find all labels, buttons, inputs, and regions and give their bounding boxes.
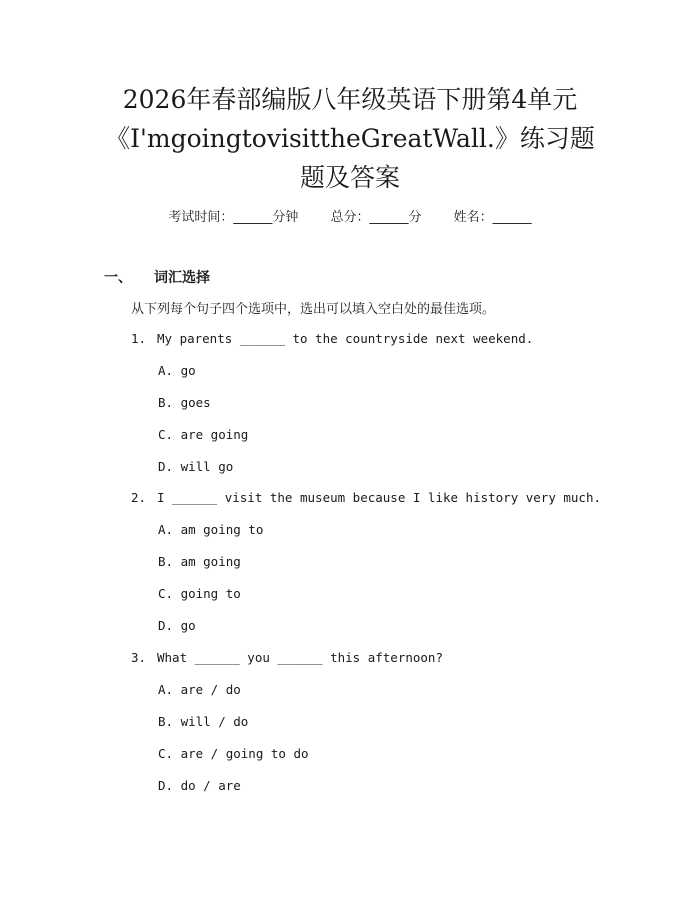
question-2 — [131, 490, 601, 505]
option-d: D. go — [158, 618, 196, 633]
section-heading — [104, 267, 210, 287]
option-b: B. am going — [158, 554, 241, 569]
title-line-1: 2026年春部编版八年级英语下册第4单元 — [122, 85, 578, 114]
section-number: 一、 — [104, 270, 132, 286]
option-c: C. going to — [158, 586, 241, 601]
student-name: 姓名：______ — [453, 210, 532, 225]
exam-info — [0, 206, 700, 225]
exam-time: 考试时间：______分钟 — [168, 210, 299, 225]
option-a: A. go — [158, 363, 196, 378]
question-text: My parents ______ to the countryside next weekend. — [157, 331, 534, 346]
question-text: I ______ visit the museum because I like history very much. — [157, 490, 602, 505]
option-b: B. goes — [158, 395, 211, 410]
option-c: C. are / going to do — [158, 746, 309, 761]
question-3 — [131, 650, 443, 665]
question-number: 3. — [131, 650, 147, 665]
question-1 — [131, 331, 533, 346]
title-line-3: 题及答案 — [299, 163, 400, 192]
option-b: B. will / do — [158, 714, 249, 729]
section-title: 词汇选择 — [154, 270, 210, 286]
question-text: What ______ you ______ this afternoon? — [157, 650, 443, 665]
document-title — [60, 80, 640, 197]
option-d: D. will go — [158, 459, 234, 474]
option-a: A. are / do — [158, 682, 241, 697]
option-d: D. do / are — [158, 778, 241, 793]
option-c: C. are going — [158, 427, 249, 442]
exam-score: 总分：______分 — [330, 210, 422, 225]
option-a: A. am going to — [158, 522, 264, 537]
question-number: 2. — [131, 490, 147, 505]
title-line-2: 《I'mgoingtovisittheGreatWall.》练习题 — [105, 124, 595, 153]
question-number: 1. — [131, 331, 147, 346]
section-instruction: 从下列每个句子四个选项中，选出可以填入空白处的最佳选项。 — [131, 302, 496, 317]
